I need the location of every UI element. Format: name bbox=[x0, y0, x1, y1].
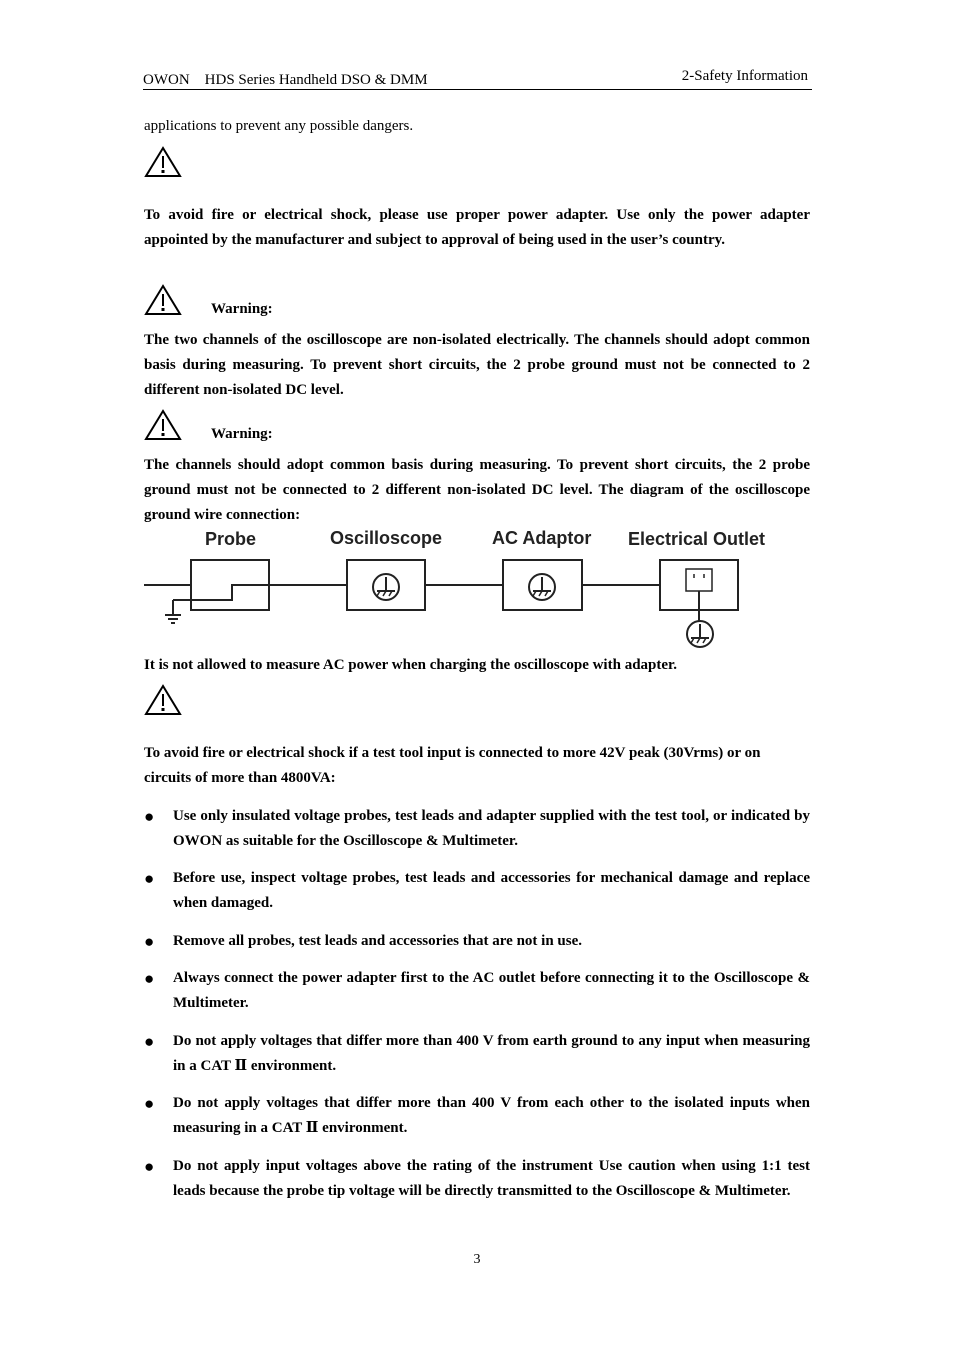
socket-icon bbox=[686, 569, 712, 591]
bullet-icon: ● bbox=[144, 932, 155, 951]
warning-triangle-icon bbox=[144, 146, 182, 178]
diagram-label-probe: Probe bbox=[205, 529, 257, 549]
list-item-text: Do not apply voltages that differ more than 400 V from earth ground to any input when measuring in a CAT Ⅱ environment. bbox=[173, 1033, 810, 1074]
ground-symbol-icon bbox=[165, 615, 181, 623]
warning-paragraph: The channels should adopt common basis during measuring. To prevent short circuits, the 2 probe ground must not be connected to 2 different non-isolated DC level. The diagram of the oscilloscope ground wire connection: bbox=[144, 457, 810, 523]
probe-box bbox=[165, 560, 269, 623]
test-tool-caution-paragraph: To avoid fire or electrical shock if a test tool input is connected to more 42V peak (30Vrms) or on circuits of more than 4800VA: bbox=[144, 745, 761, 786]
header-section: 2-Safety Information bbox=[681, 68, 808, 84]
warning-triangle-icon bbox=[144, 409, 182, 441]
ac-adaptor-box bbox=[503, 560, 582, 610]
diagram-label-oscilloscope: Oscilloscope bbox=[330, 528, 443, 548]
diagram-label-electrical-outlet: Electrical Outlet bbox=[628, 529, 766, 549]
bullet-icon: ● bbox=[144, 807, 155, 826]
warning-label: Warning: bbox=[211, 426, 273, 442]
chassis-ground-icon bbox=[373, 574, 399, 600]
list-item-text: Do not apply voltages that differ more than 400 V from each other to the isolated inputs when measuring in a CAT Ⅱ environment. bbox=[173, 1095, 810, 1136]
ground-connection-diagram bbox=[144, 525, 774, 655]
list-item-text: Before use, inspect voltage probes, test leads and accessories for mechanical damage and replace when damaged. bbox=[173, 870, 810, 911]
electrical-outlet-box bbox=[660, 560, 738, 647]
oscilloscope-box bbox=[347, 560, 425, 610]
list-item-text: Always connect the power adapter first to the AC outlet before connecting it to the Oscilloscope & Multimeter. bbox=[173, 970, 810, 1011]
chassis-ground-icon bbox=[529, 574, 555, 600]
warning-label: Warning: bbox=[211, 301, 273, 317]
bullet-icon: ● bbox=[144, 869, 155, 888]
page-header bbox=[143, 68, 812, 90]
page-number: 3 bbox=[473, 1252, 481, 1267]
diagram-label-ac-adaptor: AC Adaptor bbox=[492, 528, 592, 548]
bullet-icon: ● bbox=[144, 969, 155, 988]
power-adapter-paragraph: To avoid fire or electrical shock, please use proper power adapter. Use only the power adapter appointed by the manufacturer and subject to approval of being used in the user’s country. bbox=[144, 207, 810, 248]
header-title: OWON HDS Series Handheld DSO & DMM bbox=[143, 72, 428, 88]
warning-paragraph: The two channels of the oscilloscope are non-isolated electrically. The channels should adopt common basis during measuring. To prevent short circuits, the 2 probe ground must not be connected to 2 different non-isolated DC level. bbox=[144, 332, 810, 398]
warning-triangle-icon bbox=[144, 684, 182, 716]
list-item-text: Do not apply input voltages above the rating of the instrument Use caution when using 1:1 test leads because the probe tip voltage will be directly transmitted to the Oscilloscope & Multimeter. bbox=[173, 1158, 810, 1199]
list-item-text: Use only insulated voltage probes, test leads and adapter supplied with the test tool, or indicated by OWON as suitable for the Oscilloscope & Multimeter. bbox=[173, 808, 810, 849]
chassis-ground-icon bbox=[687, 621, 713, 647]
list-item-text: Remove all probes, test leads and accessories that are not in use. bbox=[173, 933, 582, 949]
bullet-icon: ● bbox=[144, 1157, 155, 1176]
bullet-icon: ● bbox=[144, 1032, 155, 1051]
warning-triangle-icon bbox=[144, 284, 182, 316]
ac-power-note: It is not allowed to measure AC power when charging the oscilloscope with adapter. bbox=[144, 657, 678, 673]
intro-text: applications to prevent any possible dangers. bbox=[144, 118, 414, 134]
bullet-icon: ● bbox=[144, 1094, 155, 1113]
